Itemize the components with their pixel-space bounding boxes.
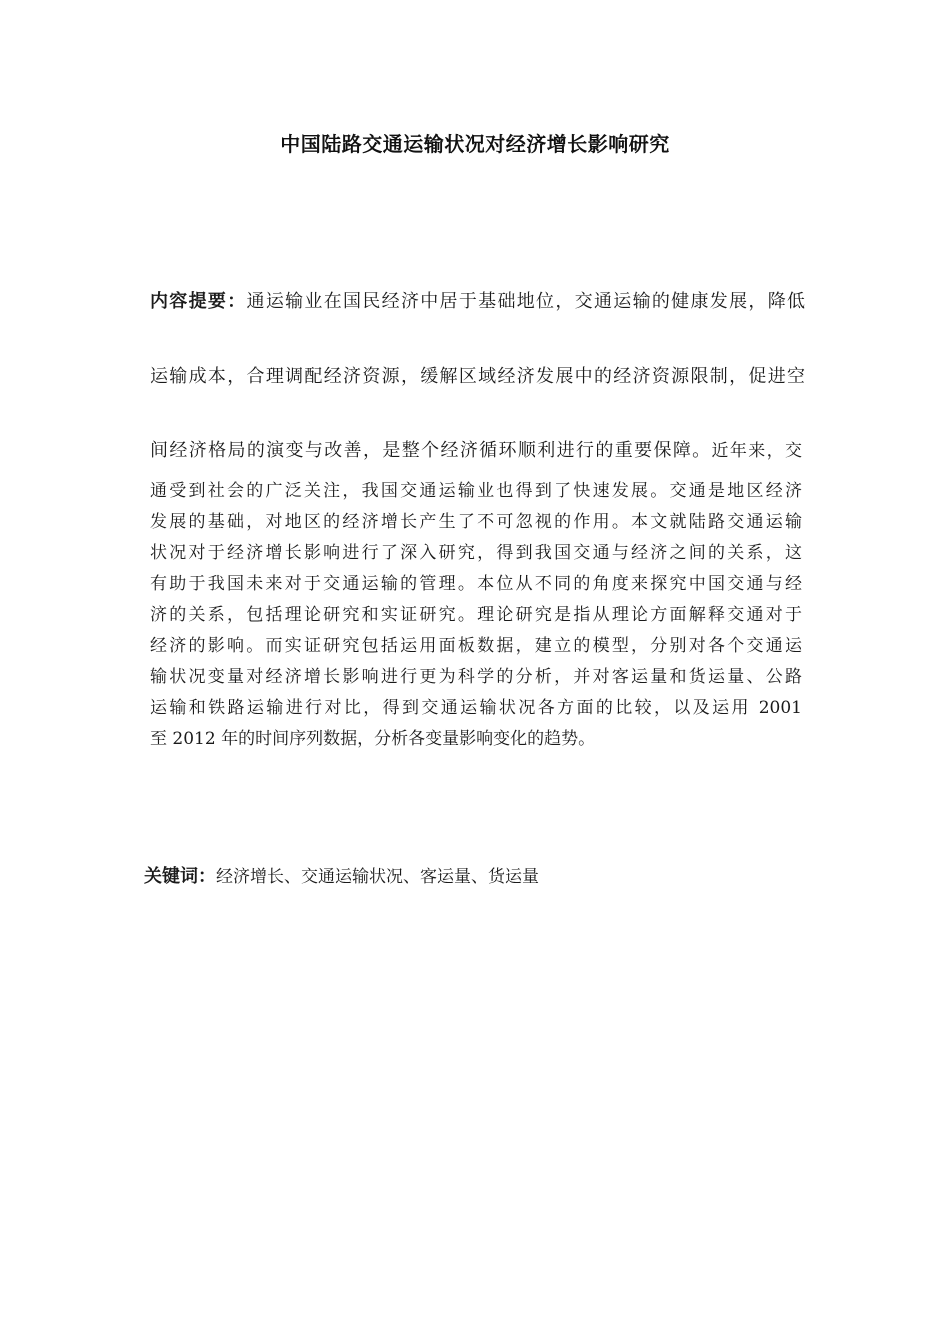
abstract-body-line: 状况对于经济增长影响进行了深入研究，得到我国交通与经济之间的关系，这 — [150, 543, 802, 563]
abstract-body-line: 通受到社会的广泛关注，我国交通运输业也得到了快速发展。交通是地区经济 — [150, 481, 802, 501]
abstract-body-line: 济的关系，包括理论研究和实证研究。理论研究是指从理论方面解释交通对于 — [150, 605, 802, 625]
abstract-body-line: 有助于我国未来对于交通运输的管理。本位从不同的角度来探究中国交通与经 — [150, 574, 802, 594]
keywords — [144, 862, 539, 888]
abstract-label: 内容提要： — [150, 291, 247, 312]
abstract-body-line: 输状况变量对经济增长影响进行更为科学的分析，并对客运量和货运量、公路 — [150, 667, 802, 687]
abstract-body-line: 发展的基础，对地区的经济增长产生了不可忽视的作用。本文就陆路交通运输 — [150, 512, 802, 532]
abstract-text-3-tail: 近年来，交 — [711, 441, 803, 461]
abstract-body-line: 经济的影响。而实证研究包括运用面板数据，建立的模型，分别对各个交通运 — [150, 636, 802, 656]
keywords-value: 经济增长、交通运输状况、客运量、货运量 — [216, 867, 539, 887]
abstract-line-3 — [150, 436, 802, 462]
abstract-line-2: 运输成本，合理调配经济资源，缓解区域经济发展中的经济资源限制，促进空 — [150, 366, 805, 387]
abstract-text-3: 间经济格局的演变与改善，是整个经济循环顺利进行的重要保障。 — [150, 440, 712, 461]
abstract-body-line: 至 2012 年的时间序列数据，分析各变量影响变化的趋势。 — [150, 729, 596, 749]
paper-title: 中国陆路交通运输状况对经济增长影响研究 — [280, 132, 670, 156]
keywords-label: 关键词： — [144, 866, 216, 887]
abstract-line-1 — [150, 287, 805, 313]
abstract-body-line: 运输和铁路运输进行对比，得到交通运输状况各方面的比较，以及运用 2001 — [150, 698, 802, 718]
abstract-body — [150, 476, 802, 755]
abstract-text-1: 通运输业在国民经济中居于基础地位，交通运输的健康发展，降低 — [246, 291, 805, 312]
